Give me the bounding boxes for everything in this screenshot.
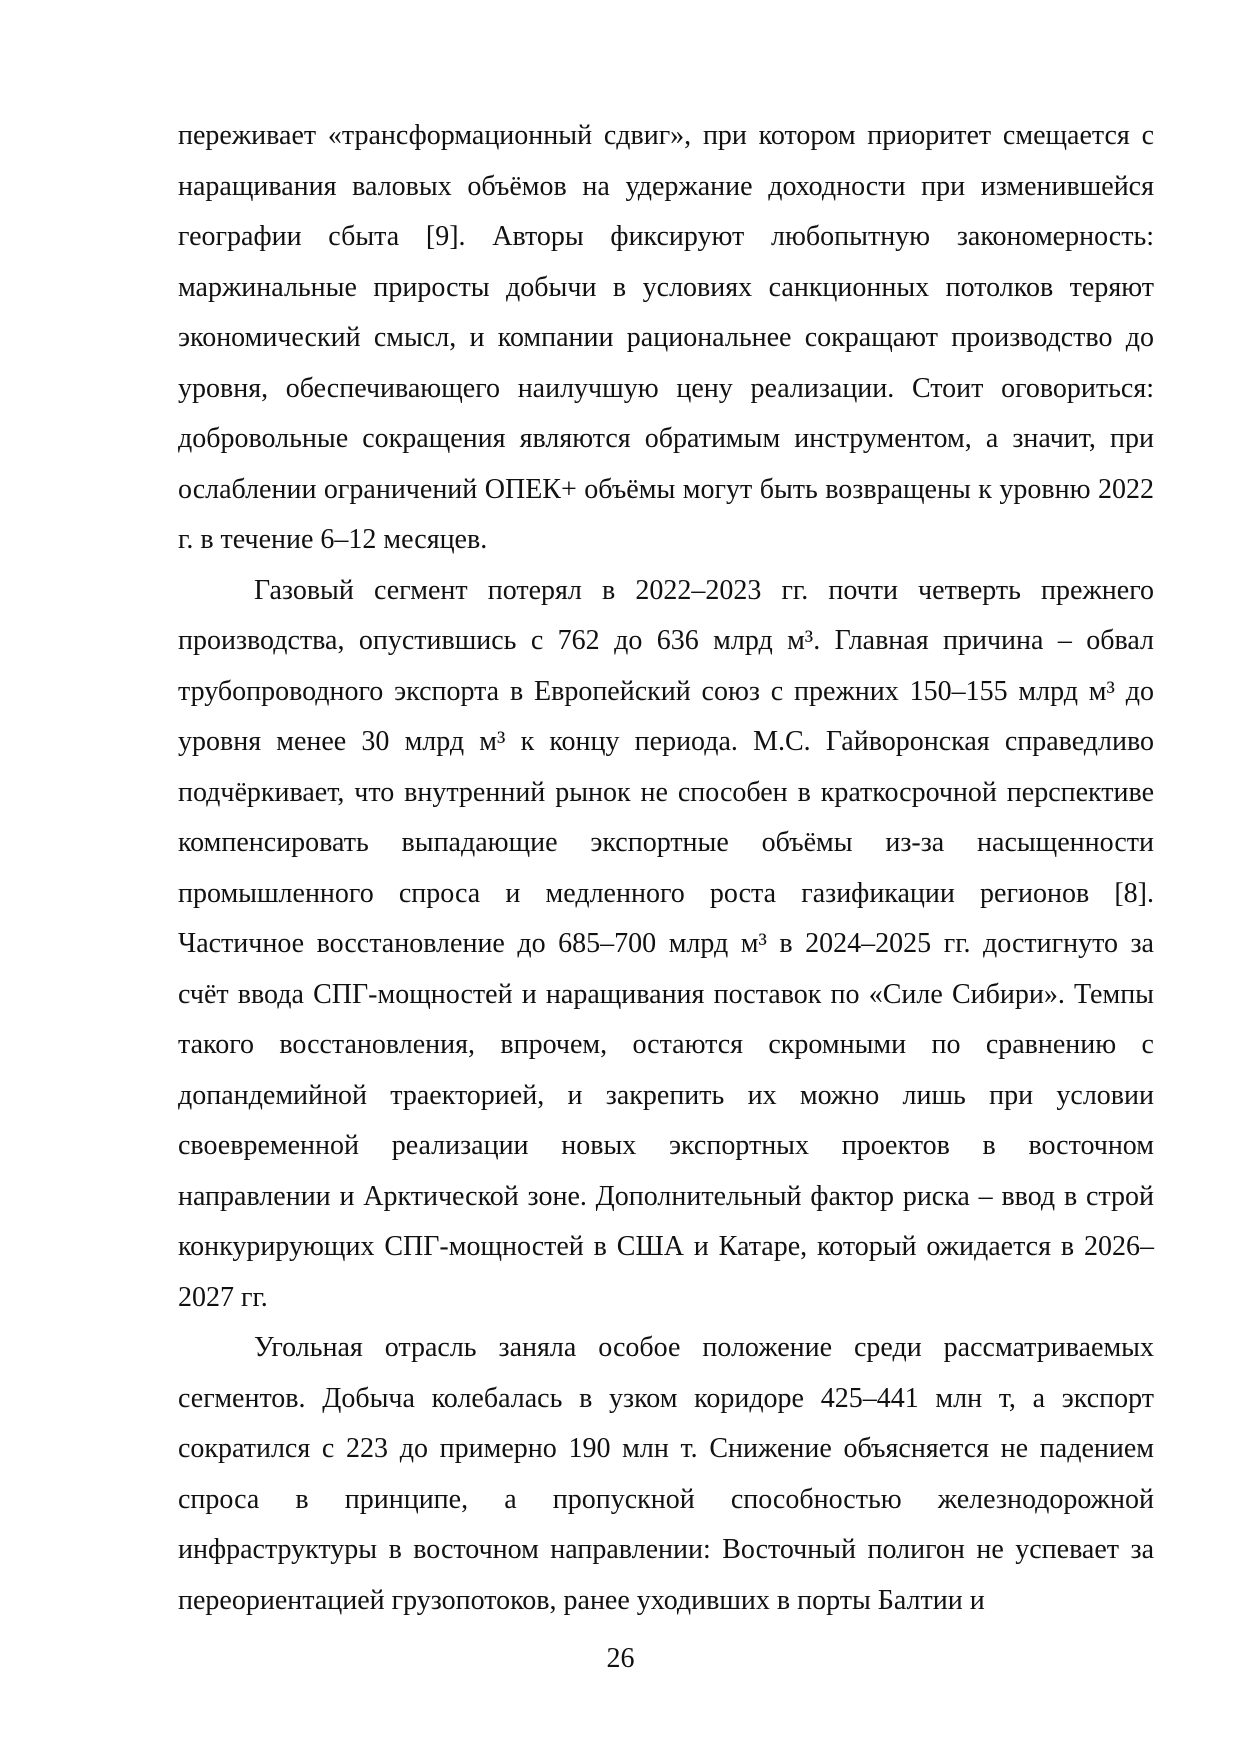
- body-text: [178, 111, 1154, 1626]
- paragraph-oil-continuation: переживает «трансформационный сдвиг», при котором приоритет смещается с наращивания валовых объёмов на удержание доходности при изменившейся географии сбыта [9]. Авторы фиксируют любопытную закономерность: маржинальные приросты добычи в условиях санкционных потолков теряют экономический смысл, и компании рациональнее сокращают производство до уровня, обеспечивающего наилучшую цену реализации. Стоит оговориться: добровольные сокращения являются обратимым инструментом, а значит, при ослаблении ограничений ОПЕК+ объёмы могут быть возвращены к уровню 2022 г. в течение 6–12 месяцев.: [178, 120, 1154, 555]
- paragraph-coal-segment: Угольная отрасль заняла особое положение среди рассматриваемых сегментов. Добыча колебалась в узком коридоре 425–441 млн т, а экспорт сократился с 223 до примерно 190 млн т. Снижение объясняется не падением спроса в принципе, а пропускной способностью железнодорожной инфраструктуры в восточном направлении: Восточный полигон не успевает за переориентацией грузопотоков, ранее уходивших в порты Балтии и: [178, 1332, 1154, 1616]
- page-number: 26: [606, 1643, 635, 1674]
- paragraph-gas-segment: Газовый сегмент потерял в 2022–2023 гг. почти четверть прежнего производства, опустившись с 762 до 636 млрд м³. Главная причина – обвал трубопроводного экспорта в Европейский союз с прежних 150–155 млрд м³ до уровня менее 30 млрд м³ к концу периода. М.С. Гайворонская справедливо подчёркивает, что внутренний рынок не способен в краткосрочной перспективе компенсировать выпадающие экспортные объёмы из-за насыщенности промышленного спроса и медленного роста газификации регионов [8]. Частичное восстановление до 685–700 млрд м³ в 2024–2025 гг. достигнуто за счёт ввода СПГ-мощностей и наращивания поставок по «Силе Сибири». Темпы такого восстановления, впрочем, остаются скромными по сравнению с допандемийной траекторией, и закрепить их можно лишь при условии своевременной реализации новых экспортных проектов в восточном направлении и Арктической зоне. Дополнительный фактор риска – ввод в строй конкурирующих СПГ-мощностей в США и Катаре, который ожидается в 2026–2027 гг.: [178, 574, 1154, 1313]
